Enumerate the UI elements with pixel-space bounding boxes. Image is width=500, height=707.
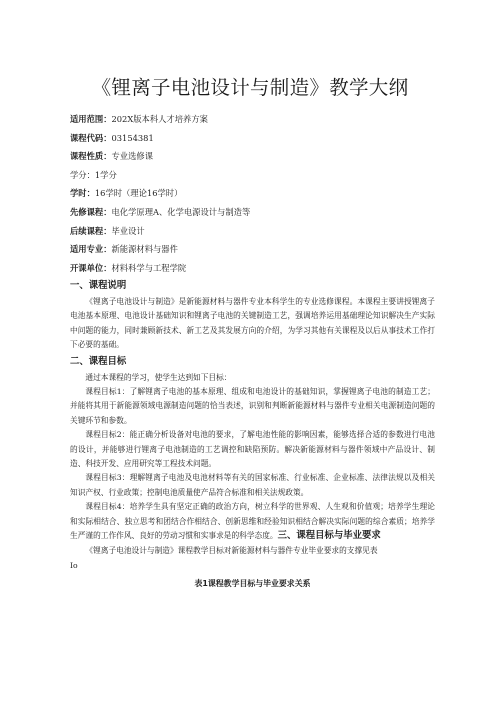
meta-key: 学分：	[70, 169, 95, 180]
goals-intro-paragraph: 通过本课程的学习，使学生达到如下目标：	[85, 372, 232, 382]
meta-row-scope	[70, 110, 440, 129]
section-heading-goals-requirements: 三、课程目标与毕业要求	[277, 530, 381, 542]
meta-key: 课程代码：	[70, 132, 112, 143]
table-reference-suffix: Io	[70, 560, 78, 570]
meta-key: 开课单位：	[70, 262, 112, 273]
meta-row-prerequisites	[70, 203, 440, 222]
section-heading-course-goals: 二、课程目标	[70, 355, 127, 367]
document-title: 《锂离子电池设计与制造》教学大纲	[91, 76, 409, 99]
course-meta-list	[70, 110, 440, 277]
course-description-paragraph: 《锂离子电池设计与制造》是新能源材料与器件专业本科学生的专业选修课程。本课程主要讲授锂离子电池基本原理、电池设计基础知识和锂离子电池的关键制造工艺，强调培养运用基础理论知识解决生产实际中问题的能力，同时兼顾新技术、新工艺及其发展方向的介绍，为学习其他有关课程及以后从事技术工作打下必要的基础。	[70, 297, 435, 350]
goal-4-paragraph	[70, 500, 435, 543]
meta-row-department	[70, 259, 440, 278]
meta-value: 新能源材料与器件	[111, 244, 178, 255]
meta-value: 毕业设计	[111, 225, 145, 236]
section-heading-course-description: 一、课程说明	[70, 280, 127, 291]
meta-value: 16学时（理论16学时）	[94, 188, 183, 199]
meta-value: 03154381	[111, 132, 154, 143]
meta-value: 专业选修课	[111, 151, 153, 162]
meta-row-code	[70, 129, 440, 148]
table-caption: 表1课程教学目标与毕业要求关系	[194, 578, 311, 588]
meta-key: 学时：	[70, 188, 95, 199]
meta-row-nature	[70, 147, 440, 166]
meta-row-hours	[70, 184, 440, 203]
meta-key: 适用范围：	[70, 114, 112, 124]
meta-key: 后续课程：	[70, 225, 112, 236]
goal-4-text: 课程目标4：培养学生具有坚定正确的政治方向，树立科学的世界观、人生观和价值观；培养学生理论和实际相结合、独立思考和团结合作相结合、创新思维和经验知识相结合解决实际问题的综合素质；培养学生严谨的工作作风、良好的劳动习惯和实事求是的科学态度。	[70, 502, 435, 541]
goal-2-paragraph: 课程目标2：能正确分析设备对电池的要求，了解电池性能的影响因素，能够选择合适的参数进行电池的设计，并能够进行锂离子电池制造的工艺调控和缺陷预防。解决新能源材料与器件领域中产品设计、制造、科技开发、应用研究等工程技术问题。	[70, 430, 435, 469]
meta-value: 202X版本科人才培养方案	[111, 114, 208, 124]
goal-3-paragraph: 课程目标3：理解锂离子电池及电池材料等有关的国家标准、行业标准、企业标准、法律法规以及相关知识产权、行业政策；控制电池质量使产品符合标准和相关法规政策。	[70, 473, 435, 497]
meta-key: 课程性质：	[70, 151, 112, 162]
requirements-paragraph: 《锂离子电池设计与制造》课程教学目标对新能源材料与器件专业毕业要求的支撑见表	[85, 545, 378, 555]
meta-row-major	[70, 240, 440, 259]
meta-key: 先修课程：	[70, 206, 112, 217]
meta-value: 材料科学与工程学院	[111, 262, 187, 273]
meta-value: 电化学原理A、化学电源设计与制造等	[111, 206, 251, 217]
document-body	[70, 277, 435, 592]
goal-1-paragraph: 课程目标1：了解锂离子电池的基本原理、组成和电池设计的基础知识，掌握锂离子电池的制造工艺；并能将其用于新能源领域电源制造问题的恰当表述，识别和判断新能源材料与器件专业相关电源制造问题的关键环节和参数。	[70, 387, 435, 425]
meta-key: 适用专业：	[70, 244, 112, 255]
meta-row-followup	[70, 222, 440, 241]
meta-row-credits	[70, 166, 440, 185]
meta-value: 1学分	[94, 169, 117, 180]
